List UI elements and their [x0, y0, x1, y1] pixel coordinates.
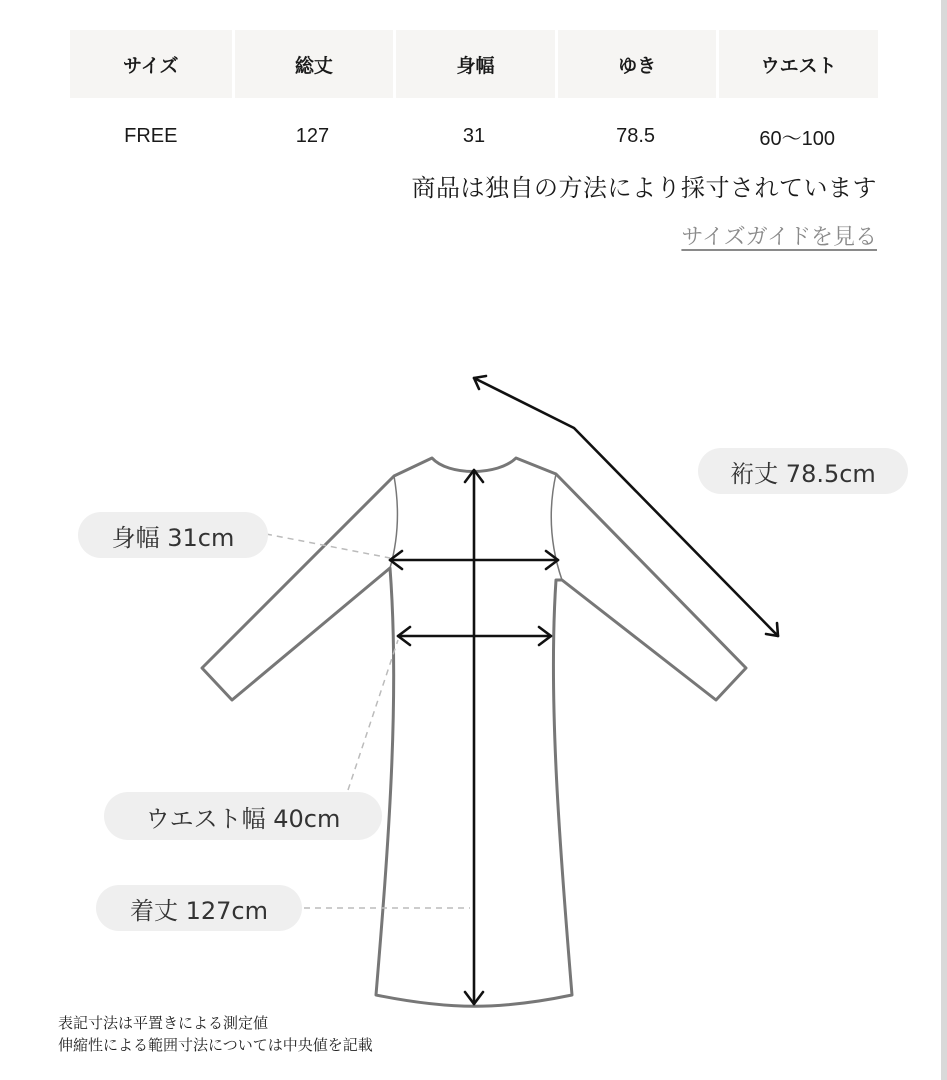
cell-size: FREE — [124, 124, 178, 147]
width-label: 身幅 31cm — [78, 512, 268, 558]
footnote-line: 表記寸法は平置きによる測定値 — [58, 1014, 269, 1032]
cell-sleeve: 78.5 — [616, 124, 656, 147]
sleeve-label: 裄丈 78.5cm — [698, 448, 908, 494]
measurement-note: 商品は独自の方法により採寸されています — [411, 174, 877, 202]
size-guide-link[interactable]: サイズガイドを見る — [681, 225, 877, 250]
footnote-line: 伸縮性による範囲寸法については中央値を記載 — [58, 1036, 373, 1054]
header-waist: ウエスト — [716, 30, 878, 98]
cell-waist: 60〜100 — [759, 127, 835, 150]
cell-body-width: 31 — [462, 124, 486, 147]
header-sleeve: ゆき — [555, 30, 717, 98]
header-total-length: 総丈 — [232, 30, 394, 98]
header-size: サイズ — [70, 30, 232, 98]
cell-total-length: 127 — [295, 124, 330, 147]
length-label: 着丈 127cm — [96, 885, 302, 931]
waist-label: ウエスト幅 40cm — [104, 792, 382, 840]
footnotes — [58, 1012, 373, 1056]
header-body-width: 身幅 — [393, 30, 555, 98]
